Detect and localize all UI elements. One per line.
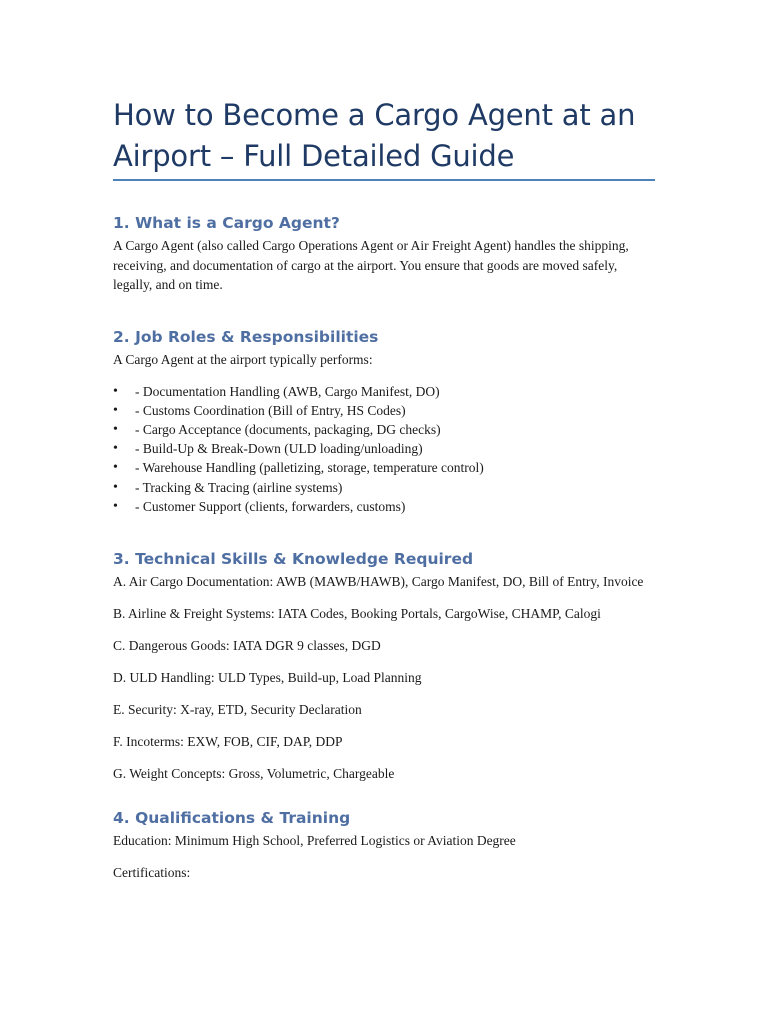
bullet-icon: • xyxy=(113,402,118,418)
bullet-icon: • xyxy=(113,479,118,495)
list-item xyxy=(113,420,657,439)
skill-item: F. Incoterms: EXW, FOB, CIF, DAP, DDP xyxy=(113,734,343,749)
list-item-text: - Customer Support (clients, forwarders, customs) xyxy=(135,498,406,514)
list-item-text: - Build-Up & Break-Down (ULD loading/unloading) xyxy=(135,441,423,457)
section-intro: A Cargo Agent at the airport typically performs: xyxy=(113,352,373,367)
bullet-icon: • xyxy=(113,498,118,514)
section-heading: 4. Qualifications & Training xyxy=(113,809,351,827)
bullet-icon: • xyxy=(113,383,118,399)
section-job-roles xyxy=(113,326,657,516)
bullet-icon: • xyxy=(113,421,118,437)
skill-item: A. Air Cargo Documentation: AWB (MAWB/HAWB), Cargo Manifest, DO, Bill of Entry, Invoice xyxy=(113,574,644,589)
qualification-item: Certifications: xyxy=(113,865,191,880)
document-title: How to Become a Cargo Agent at an Airport – Full Detailed Guide xyxy=(113,98,636,173)
section-heading: 1. What is a Cargo Agent? xyxy=(113,214,340,232)
bullet-icon: • xyxy=(113,441,118,457)
section-qualifications xyxy=(113,807,657,895)
section-paragraph: A Cargo Agent (also called Cargo Operations Agent or Air Freight Agent) handles the shipping, receiving, and documentation of cargo at the airport. You ensure that goods are moved safely, legally, and on time. xyxy=(113,238,629,292)
list-item xyxy=(113,458,657,477)
list-item-text: - Cargo Acceptance (documents, packaging, DG checks) xyxy=(135,421,441,437)
list-item xyxy=(113,478,657,497)
section-what-is-cargo-agent xyxy=(113,212,657,295)
list-item-text: - Warehouse Handling (palletizing, storage, temperature control) xyxy=(135,460,484,476)
skill-item: D. ULD Handling: ULD Types, Build-up, Load Planning xyxy=(113,670,422,685)
list-item xyxy=(113,439,657,458)
skills-list xyxy=(113,572,657,784)
section-heading: 2. Job Roles & Responsibilities xyxy=(113,328,379,346)
qualifications-list xyxy=(113,831,657,883)
responsibilities-list xyxy=(113,382,657,516)
list-item xyxy=(113,497,657,516)
section-technical-skills xyxy=(113,548,657,796)
list-item xyxy=(113,401,657,420)
skill-item: G. Weight Concepts: Gross, Volumetric, Chargeable xyxy=(113,766,395,781)
bullet-icon: • xyxy=(113,460,118,476)
section-heading: 3. Technical Skills & Knowledge Required xyxy=(113,550,474,568)
list-item-text: - Customs Coordination (Bill of Entry, HS Codes) xyxy=(135,402,406,418)
list-item xyxy=(113,382,657,401)
skill-item: E. Security: X-ray, ETD, Security Declaration xyxy=(113,702,362,717)
skill-item: B. Airline & Freight Systems: IATA Codes, Booking Portals, CargoWise, CHAMP, Calogi xyxy=(113,606,601,621)
qualification-item: Education: Minimum High School, Preferred Logistics or Aviation Degree xyxy=(113,833,516,848)
title-underline xyxy=(113,179,655,181)
list-item-text: - Tracking & Tracing (airline systems) xyxy=(135,479,343,495)
skill-item: C. Dangerous Goods: IATA DGR 9 classes, DGD xyxy=(113,638,381,653)
list-item-text: - Documentation Handling (AWB, Cargo Manifest, DO) xyxy=(135,383,440,399)
